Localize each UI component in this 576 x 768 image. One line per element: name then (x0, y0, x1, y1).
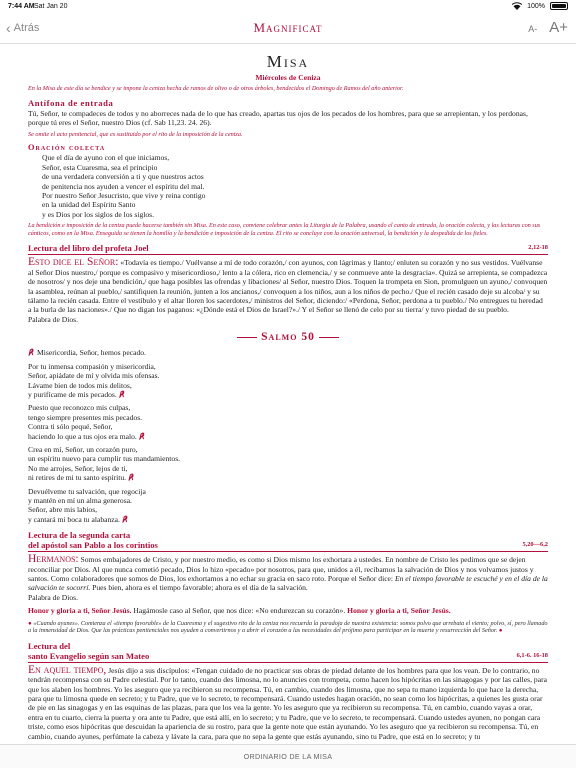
reading2-ref: 5,20—6,2 (522, 541, 548, 549)
psalm-response-text: Misericordia, Señor, hemos pecado. (37, 348, 146, 358)
status-time: 7:44 AM (8, 3, 35, 10)
psalm-stanza (28, 445, 548, 483)
gospel-lead: En aquel tiempo, (28, 663, 107, 676)
reading2-text2: Pues bien, ahora es el tiempo favorable; ahora es el día de la salvación. (92, 583, 308, 593)
collect-line: de una verdadera conversión a ti y que nuestros actos (42, 172, 204, 182)
reading2-title-line1: Lectura de la segunda carta (28, 530, 131, 541)
app-logo: Magnificat (253, 20, 323, 35)
gospel-text: Jesús dijo a sus discípulos: «Tengan cuidado de no practicar sus obras de piedad delante de los hombres para que los vean. De lo contrario, no tendrán recompensa con su Padre celestial. Por lo tanto, cuando des limosna, no lo anuncies con trompeta, como hacen los hipócritas en las sinagogas y por las calles, para que los alaben los hombres. Yo les aseguro que ya recibieron su recompensa. Tú, en cambio, cuando des limosna, que no sepa tu mano izquierda lo que hace la derecha, para que tu limosna quede en secreto; y tu Padre, que ve lo secreto, te recompensará. Cuando ustedes hagan oración, no sean como los hipócritas, a quienes les gusta orar de pie en las sinagogas y en las esquinas de las plazas, para que los vea la gente. Yo les aseguro que ya recibieron su recompensa. Tú, en cambio, cuando vayas a orar, entra en tu cuarto, cierra la puerta y ora ante tu Padre, que está allí, en lo secreto; y tu Padre, que ve lo secreto, te recompensará. Cuando ustedes ayunen, no pongan cara triste, como esos hipócritas que descuidan la apariencia de su rostro, para que la gente note que están ayunando. Yo les aseguro que ya recibieron su recompensa. Tú, en cambio, cuando ayunes, perfúmate la cabeza y lávate la cara, para que no sepa la gente que estás ayunando, sino tu Padre, que está en lo secreto; y tu (28, 665, 547, 741)
antiphon-text: Tú, Señor, te compadeces de todos y no aborreces nada de lo que has creado, apartas tus ojos de los pecados de los hombres, para que se arrepientan, y los perdonas, porque tú eres el Señor, nuestro Dios (cf. Sab 11,23. 24. 26). (28, 109, 528, 128)
psalm-stanza (28, 403, 548, 441)
commentary-text: «Cuando ayunes». Comienza el «tiempo favorable» de la Cuaresma y el sugestivo rito de la ceniza nos recuerda la paradoja de nuestra existencia: somos polvo que arrebata el viento; polvo, sí, pero llamado a la inmensidad de Dios. Que las prácticas penitenciales nos ayuden a convertirnos y a abrir el corazón a las necesidades del prójimo para participar en la muerte y resurrección del Señor. (28, 619, 548, 635)
psalm-line: y mantén en mí un alma generosa. (28, 495, 132, 505)
battery-percent: 100% (527, 2, 545, 10)
gospel-acclamation (28, 606, 548, 615)
psalm-line: un espíritu nuevo para cumplir tus mandamientos. (28, 454, 181, 464)
psalm-line: haciendo lo que a tus ojos era malo. (28, 431, 137, 441)
wifi-icon (512, 2, 522, 10)
reading2-title-line2: del apóstol san Pablo a los corintios (28, 540, 158, 551)
reading2-text: Somos embajadores de Cristo, y por nuestro medio, es como si Dios mismo los exhortara a ustedes. En nombre de Cristo les pedimos que se dejen reconciliar por Dios. Al que nunca cometió pecado, Dios lo hizo «pecado» por nosotros, para que, unidos a él, recibamos la salvación de Dios y nos volvamos justos y santos. Como colaboradores que somos de Dios, los exhortamos a no echar su gracia en saco roto. Porque el Señor dice: (28, 555, 534, 583)
response-icon: ℟ (121, 514, 128, 524)
collect-heading: Oración colecta (28, 143, 106, 153)
divider (237, 337, 257, 338)
bullet-icon: ● (28, 619, 32, 627)
collect-line: Que el día de ayuno con el que iniciamos, (42, 153, 170, 163)
psalm-line: tengo siempre presentes mis pecados. (28, 412, 143, 422)
reading2-lead: Hermanos: (28, 553, 79, 566)
chevron-left-icon: ‹ (6, 20, 11, 36)
acclamation-text: Hagámosle caso al Señor, que nos dice: «No endurezcan su corazón». (133, 606, 346, 616)
collect-line: y es Dios por los siglos de los siglos. (42, 209, 155, 219)
font-size-controls (528, 19, 568, 36)
reading-content[interactable] (28, 46, 548, 744)
page-title: Misa (266, 52, 310, 71)
rubric-blessing: La bendición e imposición de la ceniza puede hacerse también sin Misa. En este caso, conviene celebrar antes la Liturgia de la Palabra, usando el canto de entrada, la oración colecta, y las lecturas con sus cánticos, como en la Misa. Enseguida se tienen la homilía y la bendición e imposición de la ceniza. El rito se concluye con la oración universal, la bendición y la despedida de los fieles. (28, 222, 541, 237)
psalm-line: Contra ti sólo pequé, Señor, (28, 422, 113, 432)
response-icon: ℟ (127, 473, 134, 483)
nav-bar (0, 14, 576, 44)
rubric-intro: En la Misa de este día se bendice y se impone la ceniza hecha de ramos de olivo o de otros árboles, bendecidos el Domingo de Ramos del año anterior. (28, 85, 404, 93)
acclamation-lead: Honor y gloria a ti, Señor Jesús. (28, 606, 132, 616)
font-decrease-button[interactable]: A- (528, 24, 538, 34)
page-subtitle: Miércoles de Ceniza (255, 73, 321, 82)
psalm-stanza (28, 362, 548, 400)
reading2-body (28, 555, 548, 593)
rubric-penitential: Se omite el acto penitencial, que es sustituido por el rito de la imposición de la ceniza. (28, 130, 243, 138)
gospel-header (28, 641, 548, 663)
ordinary-of-mass-button[interactable]: ORDINARIO DE LA MISA (0, 744, 576, 768)
psalm-line: Señor, apiádate de mí y olvida mis ofensas. (28, 371, 160, 381)
status-right (512, 2, 568, 10)
psalm-line: Crea en mí, Señor, un corazón puro, (28, 444, 138, 454)
font-increase-button[interactable]: A+ (549, 19, 568, 36)
commentary-note (28, 620, 548, 635)
reading1-ref: 2,12-18 (528, 244, 548, 252)
collect-line: de penitencia nos ayuden a vencer el espíritu del mal. (42, 181, 205, 191)
gospel-ref: 6,1-6. 16-18 (516, 651, 548, 659)
psalm-stanza (28, 487, 548, 525)
reading1-body (28, 258, 548, 314)
psalm-line: No me arrojes, Señor, lejos de ti, (28, 463, 128, 473)
collect-line: Señor, esta Cuaresma, sea el principio (42, 162, 158, 172)
reading2-quote: En el tiempo favorable te escuché y en el día de la salvación te socorrí. (28, 574, 548, 593)
reading1-title: Lectura del libro del profeta Joel (28, 243, 149, 254)
psalm-response (28, 348, 548, 357)
psalm-line: Devuélveme tu salvación, que regocija (28, 486, 146, 496)
status-date: Sat Jan 20 (34, 3, 68, 10)
reading1-lead: Esto dice el Señor: (28, 256, 119, 269)
collect-line: en la unidad del Espíritu Santo (42, 200, 136, 210)
back-label: Atrás (13, 22, 40, 34)
psalm-title: Salmo 50 (261, 331, 315, 344)
divider (319, 337, 339, 338)
response-icon: ℟ (138, 431, 144, 441)
reading1-text: «Todavía es tiempo./ Vuélvanse a mí de todo corazón,/ con ayunos, con lágrimas y llanto;/ enluten su corazón y no sus vestidos. Vuélvanse al Señor Dios nuestro,/ porque es compasivo y misericordioso,/ lento a la cólera, rico en clemencia,/ y se conmueve ante la desgracia». Quizá se arrepienta, se compadezca de nosotros/ y nos deje una bendición,/ que haga posibles las ofrendas y libaciones/ al Señor, nuestro Dios. Toquen la trompeta en Sion, promulguen un ayuno,/ convoquen la asamblea, reúnan al pueblo,/ santifiquen la reunión, junten a los ancianos,/ convoquen a los niños, aun a los niños de pecho./ Que el recién casado deje su alcoba/ y su tálamo la recién casada. Entre el vestíbulo y el altar lloren los sacerdotes,/ ministros del Señor, diciendo:/ «Perdona, Señor, perdona a tu pueblo./ No entregues tu heredad a la burla de las naciones»./ Que no digan los paganos: «¿Dónde está el Dios de Israel?»./ Y el Señor se llenó de celo por su tierra/ y tuvo piedad de su pueblo. (28, 258, 548, 315)
gospel-title-line1: Lectura del (28, 640, 71, 651)
psalm-line: Lávame bien de todos mis delitos, (28, 380, 132, 390)
psalm-line: Puesto que reconozco mis culpas, (28, 403, 131, 413)
psalm-line: y cantará mi boca tu alabanza. (28, 514, 120, 524)
reading1-close: Palabra de Dios. (28, 314, 78, 324)
gospel-title (28, 641, 149, 661)
reading1-header (28, 243, 548, 255)
collect-text (28, 153, 548, 219)
gospel-title-line2: santo Evangelio según san Mateo (28, 650, 150, 661)
acclamation-tail: Honor y gloria a ti, Señor Jesús. (347, 606, 451, 616)
antiphon-heading: Antífona de entrada (28, 98, 114, 108)
reading2-title (28, 530, 158, 550)
response-icon: ℟ (28, 348, 34, 358)
psalm-line: Por tu inmensa compasión y misericordia, (28, 361, 156, 371)
psalm-heading (28, 330, 548, 344)
psalm-line: ni retires de mi tu santo espíritu. (28, 473, 127, 483)
bullet-icon: ● (498, 627, 503, 635)
status-bar (0, 0, 576, 14)
psalm-line: y purifícame de mis pecados. (28, 389, 117, 399)
reading2-close: Palabra de Dios. (28, 592, 78, 602)
psalm-line: Señor, abre mis labios, (28, 505, 98, 515)
battery-icon (550, 2, 568, 10)
response-icon: ℟ (118, 389, 124, 399)
collect-line: Por nuestro Señor Jesucristo, que vive y reina contigo (42, 191, 206, 201)
gospel-body (28, 663, 548, 741)
reading2-header (28, 530, 548, 552)
